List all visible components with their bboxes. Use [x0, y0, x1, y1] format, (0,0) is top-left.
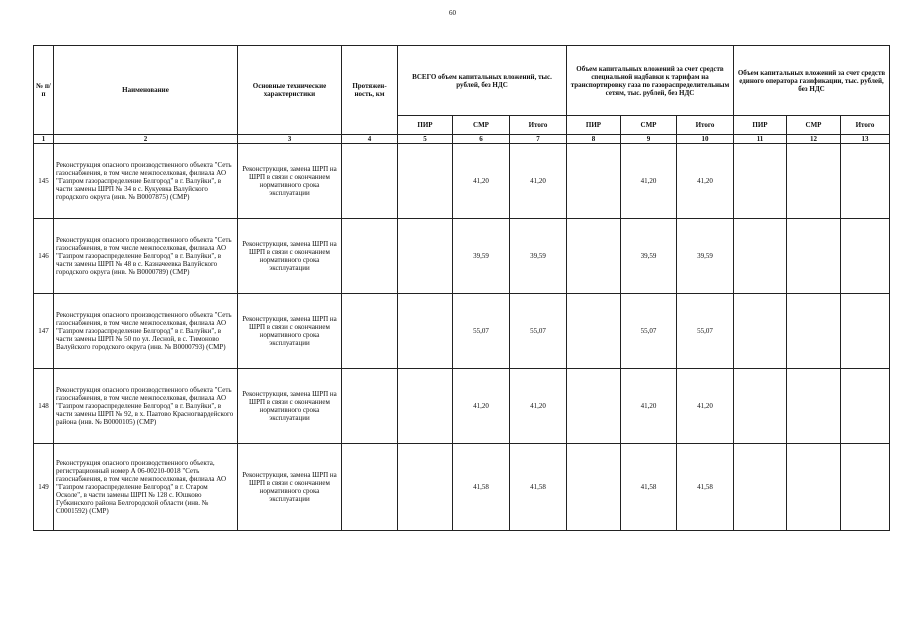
cell-operator-smr	[787, 444, 841, 531]
header-row	[34, 46, 890, 116]
header-operator: Объем капитальных вложений за счет средств единого оператора газификации, тыс. рублей, без НДС	[734, 46, 890, 116]
cell-special-pir	[567, 219, 621, 294]
cell-total-pir	[398, 219, 453, 294]
column-index: 1	[34, 135, 54, 144]
cell-total-smr: 41,20	[453, 144, 510, 219]
column-index-row	[34, 135, 890, 144]
cell-special-smr: 41,20	[621, 144, 677, 219]
cell-total-itogo: 55,07	[510, 294, 567, 369]
cell-operator-itogo	[841, 369, 890, 444]
cell-special-smr: 41,58	[621, 444, 677, 531]
cell-special-pir	[567, 294, 621, 369]
column-index: 6	[453, 135, 510, 144]
column-index: 8	[567, 135, 621, 144]
header-itogo: Итого	[677, 116, 734, 135]
row-length	[342, 294, 398, 369]
cell-operator-pir	[734, 144, 787, 219]
row-num: 147	[34, 294, 54, 369]
page-number: 60	[449, 9, 456, 17]
cell-total-smr: 41,20	[453, 369, 510, 444]
cell-special-itogo: 41,20	[677, 144, 734, 219]
header-pir: ПИР	[567, 116, 621, 135]
cell-operator-itogo	[841, 294, 890, 369]
column-index: 9	[621, 135, 677, 144]
cell-operator-itogo	[841, 219, 890, 294]
row-tech: Реконструкция, замена ШРП на ШРП в связи с окончанием нормативного срока эксплуатации	[238, 219, 342, 294]
investment-table	[33, 45, 890, 531]
cell-total-itogo: 41,20	[510, 369, 567, 444]
row-name: Реконструкция опасного производственного объекта "Сеть газоснабжения, в том числе межпоселковая, филиала АО "Газпром газораспределение Белгород" в г. Валуйки", в части замены ШРП № 34 в с. Кукуевка Валуйского городского округа (инв. № В0007875) (СМР)	[54, 144, 238, 219]
cell-total-pir	[398, 444, 453, 531]
row-name: Реконструкция опасного производственного объекта, регистрационный номер А 06-00210-0018 "Сеть газоснабжения, в том числе межпоселковая, филиала АО "Газпром газораспределение Белгород" в г. Старом Осколе", в части замены ШРП № 128 с. Юшково Губкинского района Белгородской области (инв. № С0001592) (СМР)	[54, 444, 238, 531]
cell-total-smr: 39,59	[453, 219, 510, 294]
column-index: 10	[677, 135, 734, 144]
column-index: 11	[734, 135, 787, 144]
row-length	[342, 369, 398, 444]
table-row	[34, 294, 890, 369]
cell-total-pir	[398, 294, 453, 369]
row-tech: Реконструкция, замена ШРП на ШРП в связи с окончанием нормативного срока эксплуатации	[238, 144, 342, 219]
table-row	[34, 369, 890, 444]
row-num: 148	[34, 369, 54, 444]
cell-special-itogo: 39,59	[677, 219, 734, 294]
table-row	[34, 219, 890, 294]
cell-total-smr: 41,58	[453, 444, 510, 531]
row-tech: Реконструкция, замена ШРП на ШРП в связи с окончанием нормативного срока эксплуатации	[238, 444, 342, 531]
cell-total-pir	[398, 369, 453, 444]
cell-operator-itogo	[841, 444, 890, 531]
cell-special-smr: 39,59	[621, 219, 677, 294]
header-tech: Основные технические характеристики	[238, 46, 342, 135]
row-name: Реконструкция опасного производственного объекта "Сеть газоснабжения, в том числе межпоселковая, филиала АО "Газпром газораспределение Белгород" в г. Валуйки", в части замены ШРП № 92, в х. Паатово Красногвардейского района (инв. № В0000105) (СМР)	[54, 369, 238, 444]
header-length: Протяжен-ность, км	[342, 46, 398, 135]
table-row	[34, 144, 890, 219]
cell-operator-smr	[787, 219, 841, 294]
header-total: ВСЕГО объем капитальных вложений, тыс. рублей, без НДС	[398, 46, 567, 116]
cell-total-itogo: 41,58	[510, 444, 567, 531]
row-num: 145	[34, 144, 54, 219]
cell-special-itogo: 55,07	[677, 294, 734, 369]
column-index: 4	[342, 135, 398, 144]
cell-total-itogo: 39,59	[510, 219, 567, 294]
row-length	[342, 219, 398, 294]
cell-operator-smr	[787, 294, 841, 369]
cell-operator-pir	[734, 369, 787, 444]
cell-special-pir	[567, 444, 621, 531]
cell-operator-itogo	[841, 144, 890, 219]
row-name: Реконструкция опасного производственного объекта "Сеть газоснабжения, в том числе межпоселковая, филиала АО "Газпром газораспределение Белгород" в г. Валуйки", в части замены ШРП № 50 по ул. Лесной, в с. Тимоново Валуйского городского округа (инв. № В0000793) (СМР)	[54, 294, 238, 369]
row-name: Реконструкция опасного производственного объекта "Сеть газоснабжения, в том числе межпоселковая, филиала АО "Газпром газораспределение Белгород" в г. Валуйки", в части замены ШРП № 48 в с. Казначеевка Валуйского городского округа (инв. № В0000789) (СМР)	[54, 219, 238, 294]
cell-special-itogo: 41,58	[677, 444, 734, 531]
column-index: 2	[54, 135, 238, 144]
header-smr: СМР	[787, 116, 841, 135]
header-special: Объем капитальных вложений за счет средств специальной надбавки к тарифам на транспортировку газа по газораспределительным сетям, тыс. рублей, без НДС	[567, 46, 734, 116]
column-index: 13	[841, 135, 890, 144]
header-smr: СМР	[453, 116, 510, 135]
cell-operator-pir	[734, 294, 787, 369]
column-index: 5	[398, 135, 453, 144]
header-itogo: Итого	[841, 116, 890, 135]
header-pir: ПИР	[398, 116, 453, 135]
cell-operator-smr	[787, 144, 841, 219]
header-name: Наименование	[54, 46, 238, 135]
cell-total-pir	[398, 144, 453, 219]
row-tech: Реконструкция, замена ШРП на ШРП в связи с окончанием нормативного срока эксплуатации	[238, 294, 342, 369]
header-pir: ПИР	[734, 116, 787, 135]
column-index: 7	[510, 135, 567, 144]
cell-special-itogo: 41,20	[677, 369, 734, 444]
cell-operator-pir	[734, 219, 787, 294]
cell-special-pir	[567, 144, 621, 219]
cell-operator-pir	[734, 444, 787, 531]
row-length	[342, 444, 398, 531]
column-index: 3	[238, 135, 342, 144]
cell-total-itogo: 41,20	[510, 144, 567, 219]
cell-special-smr: 55,07	[621, 294, 677, 369]
table-row	[34, 444, 890, 531]
header-num: № п/п	[34, 46, 54, 135]
row-num: 146	[34, 219, 54, 294]
row-num: 149	[34, 444, 54, 531]
header-smr: СМР	[621, 116, 677, 135]
row-length	[342, 144, 398, 219]
column-index: 12	[787, 135, 841, 144]
cell-operator-smr	[787, 369, 841, 444]
header-itogo: Итого	[510, 116, 567, 135]
row-tech: Реконструкция, замена ШРП на ШРП в связи с окончанием нормативного срока эксплуатации	[238, 369, 342, 444]
cell-special-pir	[567, 369, 621, 444]
cell-special-smr: 41,20	[621, 369, 677, 444]
cell-total-smr: 55,07	[453, 294, 510, 369]
